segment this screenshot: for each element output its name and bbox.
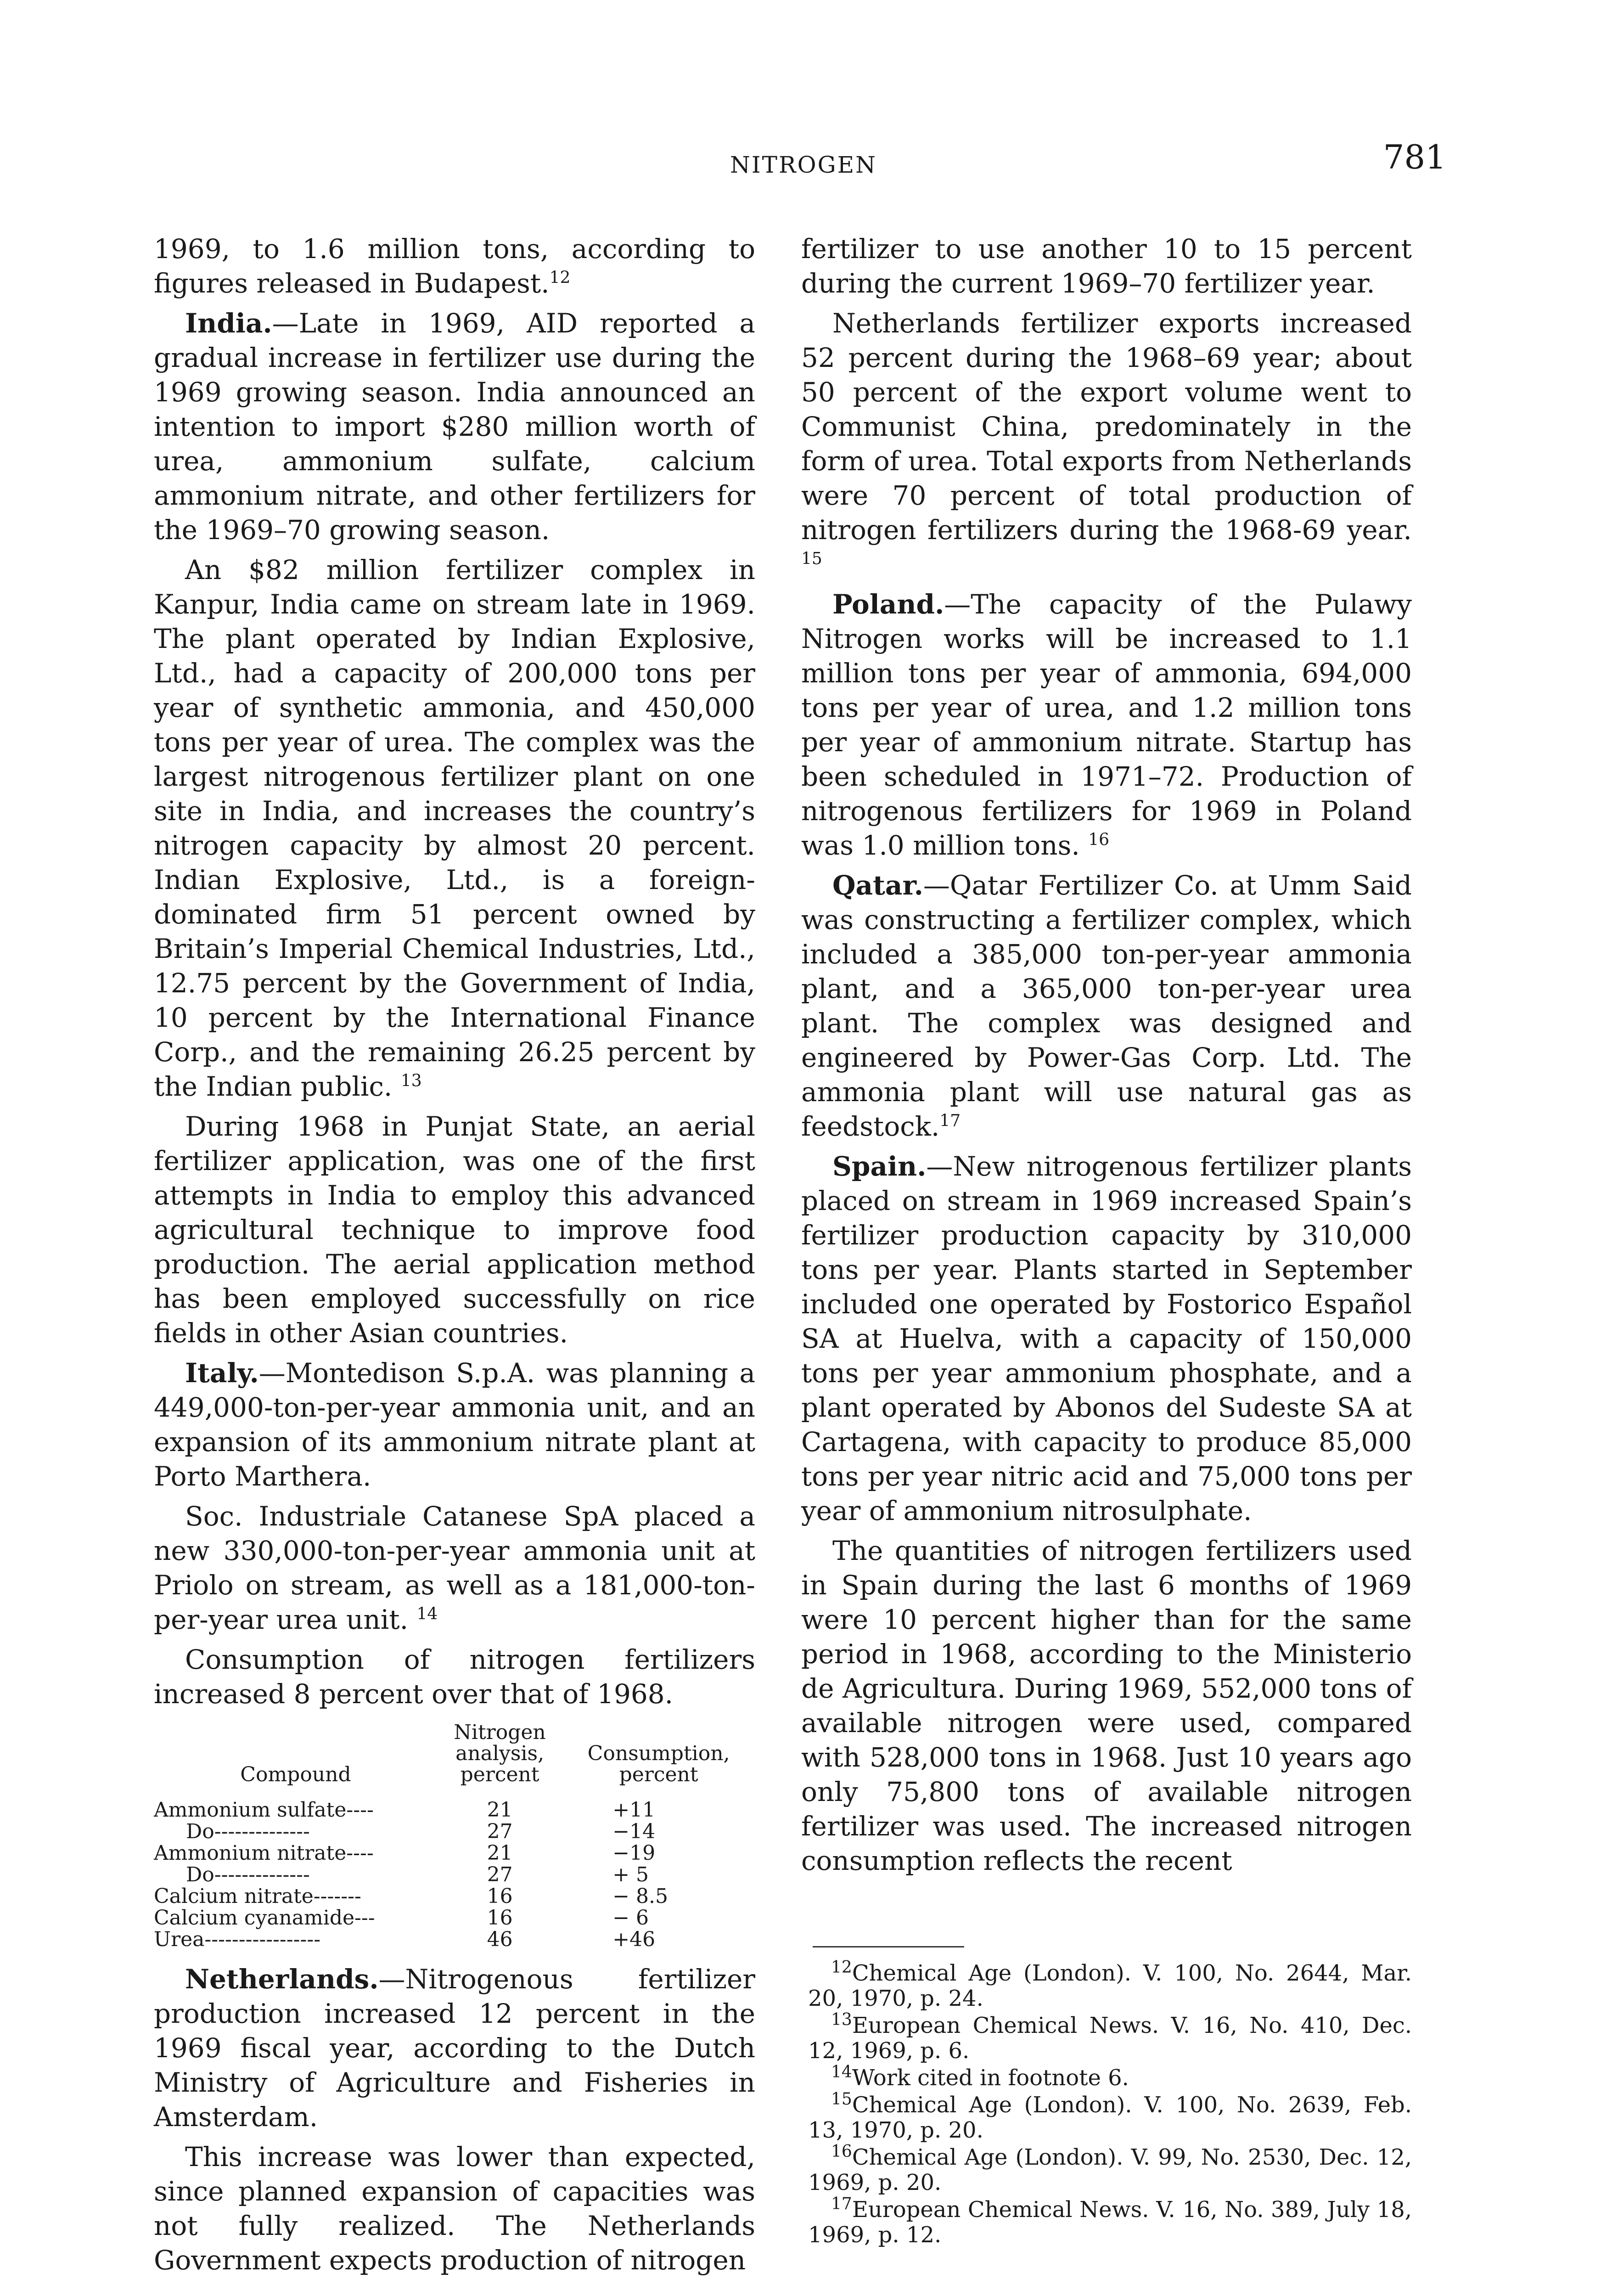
footnote-rule [813, 1946, 964, 1947]
paragraph-text: —Nitrogenous fertilizer production increased 12 percent in the 1969 fiscal year, according to the Dutch Ministry of Agriculture and Fisheries in Amsterdam. [154, 1964, 755, 2133]
paragraph-india-kanpur [154, 553, 755, 1104]
cell-compound: Calcium cyanamide--- [154, 1906, 375, 1930]
table-row [154, 1799, 755, 1821]
footnote-ref: 15 [801, 549, 822, 568]
cell-consumption: − 6 [612, 1906, 649, 1930]
footnote [808, 2090, 1412, 2143]
footnote-ref: 17 [939, 1111, 961, 1131]
footnote-text: Chemical Age (London). V. 100, No. 2644, Mar. 20, 1970, p. 24. [808, 1960, 1412, 2011]
paragraph-text: —New nitrogenous fertilizer plants placed on stream in 1969 increased Spain’s fertilizer production capacity by 310,000 tons per year. Plants started in September included one operated by Fostorico Español SA at Huelva, with a capacity of 150,000 tons per year ammonium phosphate, and a plant operated by Abonos del Sudeste SA at Cartagena, with capacity to produce 85,000 tons per year nitric acid and 75,000 tons per year of ammonium nitrosulphate. [801, 1151, 1412, 1526]
paragraph-qatar [801, 868, 1412, 1144]
paragraph-text: —Late in 1969, AID reported a gradual increase in fertilizer use during the 1969 growing season. India announced an intention to import $280 million worth of urea, ammonium sulfate, calcium ammonium nitrate, and other fertilizers for the 1969–70 growing season. [154, 308, 755, 546]
paragraph-italy [154, 1356, 755, 1494]
paragraph-text: This increase was lower than expected, since planned expansion of capacities was not fully realized. The Netherlands Government expects production of nitrogen [154, 2141, 755, 2276]
paragraph-poland [801, 587, 1412, 863]
footnote-number: 17 [831, 2195, 852, 2213]
paragraph-india-punjat [154, 1109, 755, 1351]
table-header-row [154, 1722, 755, 1799]
cell-nitrogen: 27 [487, 1863, 513, 1886]
cell-compound: Calcium nitrate------- [154, 1885, 361, 1908]
table-row [154, 1929, 755, 1950]
paragraph-text: Soc. Industriale Catanese SpA placed a new 330,000-ton-per-year ammonia unit at Priolo on stream, as well as a 181,000-ton-per-year urea unit. [154, 1501, 755, 1635]
footnote-text: European Chemical News. V. 16, No. 389, July 18, 1969, p. 12. [808, 2197, 1412, 2248]
section-lead-italy: Italy. [185, 1357, 259, 1389]
paragraph-text: 1969, to 1.6 million tons, according to figures released in Budapest. [154, 233, 755, 299]
section-lead-netherlands: Netherlands. [185, 1964, 379, 1995]
footnote-text: Chemical Age (London). V. 100, No. 2639, Feb. 13, 1970, p. 20. [808, 2092, 1412, 2143]
cell-nitrogen: 21 [487, 1798, 513, 1822]
section-lead-poland: Poland. [832, 589, 944, 620]
cell-consumption: −14 [612, 1820, 656, 1843]
footnote-text: Chemical Age (London). V. 99, No. 2530, Dec. 12, 1969, p. 20. [808, 2144, 1412, 2195]
paragraph-netherlands-increase [154, 2140, 755, 2278]
cell-nitrogen: 46 [487, 1928, 513, 1951]
footnote-ref: 16 [1088, 830, 1110, 850]
cell-nitrogen: 16 [487, 1885, 513, 1908]
footnote-ref: 12 [549, 268, 571, 287]
paragraph-text: The quantities of nitrogen fertilizers used in Spain during the last 6 months of 1969 were 10 percent higher than for the same period in 1968, according to the Ministerio de Agricultura. During 1969, 552,000 tons of available nitrogen were used, compared with 528,000 tons in 1968. Just 10 years ago only 75,800 tons of available nitrogen fertilizer was used. The increased nitrogen consumption reflects the recent [801, 1535, 1412, 1876]
column-header-consumption: Consumption, percent [587, 1742, 730, 1786]
paragraph-text: —The capacity of the Pulawy Nitrogen works will be increased to 1.1 million tons per year of ammonia, 694,000 tons per year of urea, and 1.2 million tons per year of ammonium nitrate. Startup has been scheduled in 1971–72. Production of nitrogenous fertilizers for 1969 in Poland was 1.0 million tons. [801, 589, 1412, 861]
footnote-number: 16 [831, 2142, 852, 2161]
section-lead-india: India. [185, 308, 272, 339]
section-lead-spain: Spain. [832, 1151, 927, 1182]
table-row [154, 1864, 755, 1885]
paragraph-italy-catanese [154, 1499, 755, 1637]
table-row [154, 1821, 755, 1842]
column-header-nitrogen: Nitrogen analysis, percent [454, 1721, 546, 1786]
paragraph-india [154, 306, 755, 547]
left-column [154, 232, 755, 2283]
footnote [808, 2065, 1412, 2091]
cell-consumption: − 8.5 [612, 1885, 668, 1908]
paragraph-text: An $82 million fertilizer complex in Kanpur, India came on stream late in 1969. The plant operated by Indian Explosive, Ltd., had a capacity of 200,000 tons per year of synthetic ammonia, and 450,000 tons per year of urea. The complex was the largest nitrogenous fertilizer plant on one site in India, and increases the country’s nitrogen capacity by almost 20 percent. Indian Explosive, Ltd., is a foreign-dominated firm 51 percent owned by Britain’s Imperial Chemical Industries, Ltd., 12.75 percent by the Government of India, 10 percent by the International Finance Corp., and the remaining 26.25 percent by the Indian public. [154, 554, 755, 1102]
cell-consumption: + 5 [612, 1863, 649, 1886]
paragraph-text: fertilizer to use another 10 to 15 percent during the current 1969–70 fertilizer year. [801, 233, 1412, 299]
footnote-number: 15 [831, 2090, 852, 2109]
cell-consumption: +46 [612, 1928, 656, 1951]
footnote-number: 13 [831, 2010, 852, 2029]
footnote-text: European Chemical News. V. 16, No. 410, Dec. 12, 1969, p. 6. [808, 2013, 1412, 2064]
cell-compound: Ammonium sulfate---- [154, 1798, 374, 1822]
footnote-ref: 14 [416, 1604, 438, 1624]
footnote-number: 14 [831, 2063, 852, 2082]
paragraph-netherlands-continued [801, 232, 1412, 301]
paragraph-text: During 1968 in Punjat State, an aerial fertilizer application, was one of the first attempts in India to employ this advanced agricultural technique to improve food production. The aerial application method has been employed successfully on rice fields in other Asian countries. [154, 1111, 755, 1349]
footnotes [808, 1958, 1412, 2250]
paragraph-text: —Qatar Fertilizer Co. at Umm Said was constructing a fertilizer complex, which included a 385,000 ton-per-year ammonia plant, and a 365,000 ton-per-year urea plant. The complex was designed and engineered by Power-Gas Corp. Ltd. The ammonia plant will use natural gas as feedstock. [801, 870, 1412, 1142]
cell-nitrogen: 21 [487, 1841, 513, 1865]
section-lead-qatar: Qatar. [832, 870, 923, 901]
page-number: 781 [1383, 138, 1446, 176]
paragraph-italy-consumption [154, 1643, 755, 1711]
cell-compound: Do-------------- [186, 1863, 310, 1886]
column-header-compound: Compound [240, 1763, 351, 1786]
paragraph-netherlands [154, 1962, 755, 2134]
cell-compound: Ammonium nitrate---- [154, 1841, 374, 1865]
table-row [154, 1842, 755, 1864]
cell-nitrogen: 27 [487, 1820, 513, 1843]
cell-consumption: +11 [612, 1798, 656, 1822]
footnote [808, 2197, 1412, 2248]
footnote [808, 1958, 1412, 2011]
footnote-number: 12 [831, 1958, 852, 1977]
paragraph-text: Netherlands fertilizer exports increased 52 percent during the 1968–69 year; about 50 percent of the export volume went to Communist China, predominately in the form of urea. Total exports from Netherlands were 70 percent of total production of nitrogen fertilizers during the 1968-69 year. [801, 308, 1412, 546]
right-column [801, 232, 1412, 1884]
cell-compound: Do-------------- [186, 1820, 310, 1843]
paragraph-hungary-continued [154, 232, 755, 301]
footnote-ref: 13 [400, 1071, 422, 1091]
footnote [808, 2010, 1412, 2064]
cell-nitrogen: 16 [487, 1906, 513, 1930]
footnote-text: Work cited in footnote 6. [852, 2065, 1129, 2091]
cell-consumption: −19 [612, 1841, 656, 1865]
paragraph-spain [801, 1149, 1412, 1528]
footnote [808, 2142, 1412, 2195]
paragraph-netherlands-exports [801, 306, 1412, 582]
paragraph-text: Consumption of nitrogen fertilizers increased 8 percent over that of 1968. [154, 1644, 755, 1710]
table-row [154, 1907, 755, 1929]
running-head: NITROGEN [730, 152, 877, 178]
table-row [154, 1885, 755, 1907]
paragraph-text: —Montedison S.p.A. was planning a 449,000-ton-per-year ammonia unit, and an expansion of its ammonium nitrate plant at Porto Marthera. [154, 1357, 755, 1492]
consumption-table [154, 1722, 755, 1950]
cell-compound: Urea----------------- [154, 1928, 321, 1951]
paragraph-spain-quantities [801, 1534, 1412, 1878]
